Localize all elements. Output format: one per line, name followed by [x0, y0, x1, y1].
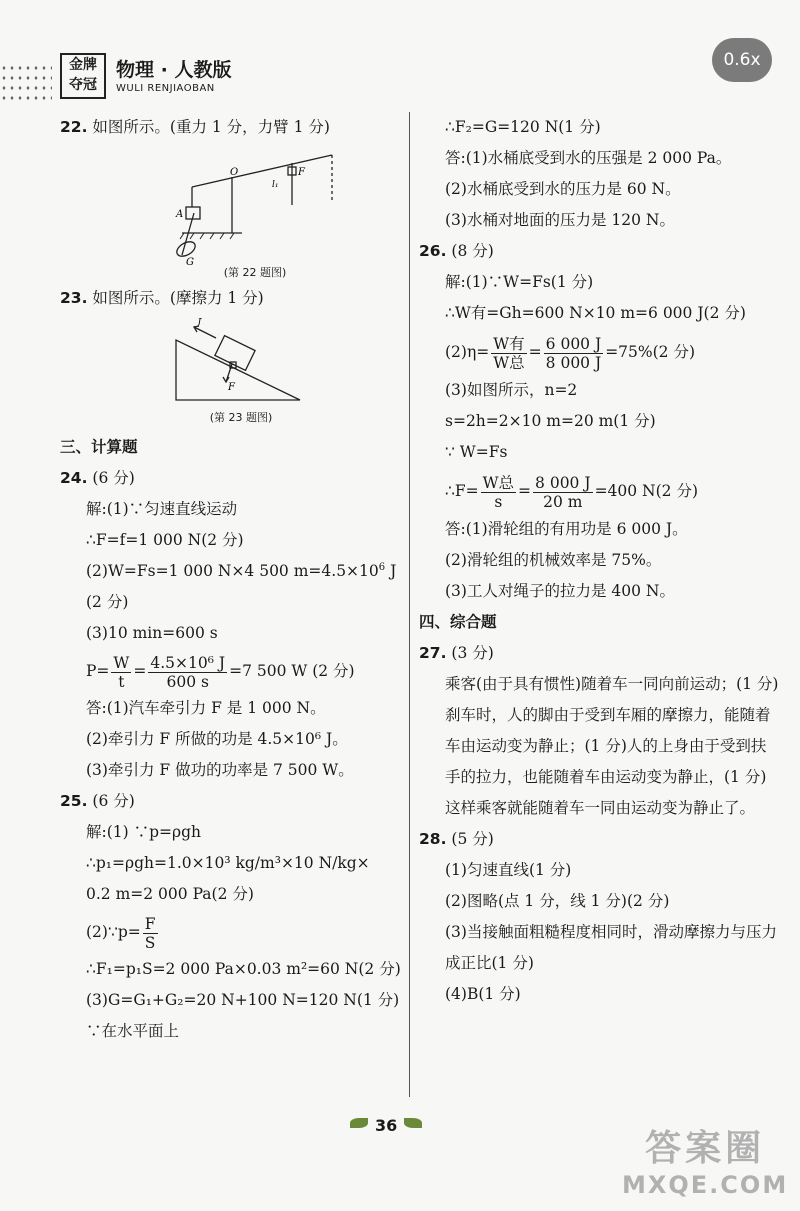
- q28-number: 28.: [419, 830, 447, 848]
- q26-number: 26.: [419, 242, 447, 260]
- q25-line-2: ∴p₁=ρgh=1.0×10³ kg/m³×10 N/kg×: [86, 854, 370, 872]
- q25-frac: [143, 915, 158, 952]
- watermark-line-1: 答案圈: [645, 1128, 766, 1169]
- q26-frac-4-num: 8 000 J: [535, 473, 591, 492]
- q25-line-7: ∵在水平面上: [86, 1022, 180, 1040]
- q24-p-lhs: P=: [86, 662, 110, 680]
- q24-line-3-tail: J: [385, 562, 397, 580]
- q26-frac-2-num: 6 000 J: [545, 334, 602, 353]
- subject-title: 物理 · 人教版: [116, 59, 232, 81]
- q25-line-6: (3)G=G₁+G₂=20 N+100 N=120 N(1 分): [86, 991, 400, 1009]
- q24-header: [60, 463, 406, 494]
- q25-pressure-formula: [60, 910, 406, 954]
- q24-frac-1: [111, 654, 131, 691]
- q25-number: 25.: [60, 792, 88, 810]
- svg-text:F: F: [228, 382, 235, 393]
- q24-p-rhs: =7 500 W (2 分): [229, 662, 355, 680]
- q26-answer-3: (3)工人对绳子的拉力是 400 N。: [445, 582, 675, 600]
- q22-text: 如图所示。(重力 1 分，力臂 1 分): [92, 118, 330, 136]
- q26-line-5: s=2h=2×10 m=20 m(1 分): [445, 412, 656, 430]
- q27-paragraph: 乘客(由于具有惯性)随着车一同向前运动；(1 分)刹车时，人的脚由于受到车厢的摩擦力，能随着车由运动变为静止；(1 分)人的上身由于受到扶手的拉力，也能随着车由运动变为静止，(1 分)这样乘客就能随着车一同由运动变为静止了。: [445, 675, 779, 817]
- q26-frac-1-num: W有: [493, 334, 525, 353]
- q24-frac-2-den: 600 s: [166, 672, 209, 691]
- q26-answer-2: (2)滑轮组的机械效率是 75%。: [445, 551, 662, 569]
- zoom-level-badge[interactable]: 0.6x: [712, 38, 772, 82]
- q26-header: [419, 236, 779, 267]
- q24-line-2: ∴F=f=1 000 N(2 分): [86, 531, 244, 549]
- right-column: [419, 112, 779, 1010]
- svg-text:A: A: [176, 209, 184, 220]
- q24-line-3-text: (2)W=Fs=1 000 N×4 500 m=4.5×10: [86, 562, 379, 580]
- q24-line-3-exp: 6: [378, 561, 386, 573]
- q26-line-6: ∵ W=Fs: [445, 443, 508, 461]
- q25-line-4-lhs: (2)∵p=: [86, 923, 141, 941]
- section-4-heading: 四、综合题: [419, 613, 497, 631]
- q25-line-1: 解:(1) ∵p=ρgh: [86, 823, 202, 841]
- column-divider: [409, 112, 410, 1097]
- q28-line-3: (3)当接触面粗糙程度相同时，滑动摩擦力与压力成正比(1 分): [445, 923, 777, 972]
- brand-logo: [60, 53, 106, 99]
- page-number: 36: [375, 1116, 398, 1135]
- q24-eq: =: [133, 662, 147, 680]
- q26-frac-1-den: W总: [493, 353, 525, 372]
- q26-frac-2: [544, 335, 604, 372]
- q28-line-2: (2)图略(点 1 分，线 1 分)(2 分): [445, 892, 670, 910]
- q27-number: 27.: [419, 644, 447, 662]
- leaf-icon-right: [404, 1118, 422, 1128]
- leaf-icon-left: [350, 1118, 368, 1128]
- left-column: [60, 112, 406, 1047]
- section-3-heading: 三、计算题: [60, 438, 138, 456]
- q24-line-5: (3)10 min=600 s: [86, 624, 218, 642]
- q23-number: 23.: [60, 289, 88, 307]
- q27-score: (3 分): [451, 644, 494, 662]
- q25-line-5: ∴F₁=p₁S=2 000 Pa×0.03 m²=60 N(2 分): [86, 960, 401, 978]
- q26-F-rhs: =400 N(2 分): [594, 482, 699, 500]
- q22-figure: [60, 143, 406, 283]
- brand-top: 金牌: [69, 57, 97, 73]
- q22-caption: (第 22 题图): [223, 266, 287, 279]
- watermark-line-2: MXQE.COM: [622, 1171, 789, 1199]
- incline-diagram: [172, 318, 302, 408]
- q26-eta-lhs: (2)η=: [445, 343, 490, 361]
- q22-line: [60, 112, 406, 143]
- r-line-1: ∴F₂=G=120 N(1 分): [445, 118, 601, 136]
- q24-frac-2: [148, 654, 227, 691]
- q25-score: (6 分): [92, 792, 135, 810]
- q26-frac-1: [491, 335, 526, 372]
- q26-line-2: ∴W有=Gh=600 N×10 m=6 000 J(2 分): [445, 304, 746, 322]
- q26-frac-4-den: 20 m: [543, 492, 583, 511]
- q22-number: 22.: [60, 118, 88, 136]
- site-watermark: [622, 1120, 788, 1199]
- q26-frac-4: [533, 474, 593, 511]
- svg-text:O: O: [230, 167, 239, 178]
- q27-header: [419, 638, 779, 669]
- svg-text:G: G: [186, 257, 194, 268]
- q24-frac-2-num: 4.5×10⁶ J: [150, 653, 226, 672]
- decorative-dots: [0, 63, 52, 103]
- q26-force-equation: ∴F= $\frac{\text{W总}}{s}$ = $\frac{8 000 J}{20 m}$ =400 N(2 分): [445, 473, 699, 511]
- q24-number: 24.: [60, 469, 88, 487]
- q24-line-1: 解:(1)∵匀速直线运动: [86, 500, 238, 518]
- q23-text: 如图所示。(摩擦力 1 分): [92, 289, 264, 307]
- q24-line-4: (2 分): [86, 593, 129, 611]
- q24-power-equation: [60, 649, 406, 693]
- q26-frac-2-den: 8 000 J: [545, 353, 602, 372]
- subject-pinyin: WULI RENJIAOBAN: [116, 83, 215, 94]
- q24-frac-1-den: t: [118, 672, 125, 691]
- q25-line-3: 0.2 m=2 000 Pa(2 分): [86, 885, 254, 903]
- q26-eta-rhs: =75%(2 分): [605, 343, 696, 361]
- q28-line-1: (1)匀速直线(1 分): [445, 861, 572, 879]
- q28-header: [419, 824, 779, 855]
- q24-answer-1: 答:(1)汽车牵引力 F 是 1 000 N。: [86, 699, 326, 717]
- q24-score: (6 分): [92, 469, 135, 487]
- q24-answer-3: (3)牵引力 F 做功的功率是 7 500 W。: [86, 761, 354, 779]
- svg-text:F: F: [298, 167, 305, 178]
- brand-bottom: 夺冠: [69, 77, 97, 93]
- q23-line: [60, 283, 406, 314]
- q26-F-lhs: ∴F=: [445, 482, 479, 500]
- svg-text:f: f: [198, 318, 202, 327]
- q24-line-3: [60, 556, 406, 587]
- q26-frac-3-num: W总: [482, 473, 515, 492]
- q26-score: (8 分): [451, 242, 494, 260]
- svg-text:l₁: l₁: [272, 180, 279, 190]
- q23-caption: (第 23 题图): [209, 411, 273, 424]
- q24-answer-2: (2)牵引力 F 所做的功是 4.5×10⁶ J。: [86, 730, 348, 748]
- lever-diagram: [172, 145, 342, 269]
- q26-answer-1: 答:(1)滑轮组的有用功是 6 000 J。: [445, 520, 688, 538]
- q26-frac-3-den: s: [494, 492, 503, 511]
- q23-figure: [60, 314, 406, 426]
- q25-header: [60, 786, 406, 817]
- q24-frac-1-num: W: [113, 653, 130, 672]
- q28-score: (5 分): [451, 830, 494, 848]
- q26-efficiency-equation: (2)η= $\frac{\text{W有}}{\text{W总}}$ = $\frac{6 000 J}{8 000 J}$ =75%(2 分): [445, 334, 696, 372]
- q25-frac-num: F: [144, 914, 156, 933]
- q28-line-4: (4)B(1 分): [445, 985, 521, 1003]
- q26-line-1: 解:(1)∵W=Fs(1 分): [445, 273, 594, 291]
- r-line-2: 答:(1)水桶底受到水的压强是 2 000 Pa。: [445, 149, 732, 167]
- r-line-4: (3)水桶对地面的压力是 120 N。: [445, 211, 675, 229]
- r-line-3: (2)水桶底受到水的压力是 60 N。: [445, 180, 681, 198]
- q25-frac-den: S: [144, 933, 156, 952]
- q26-line-4: (3)如图所示，n=2: [445, 381, 578, 399]
- q26-frac-3: [481, 474, 516, 511]
- page-header: [0, 45, 800, 105]
